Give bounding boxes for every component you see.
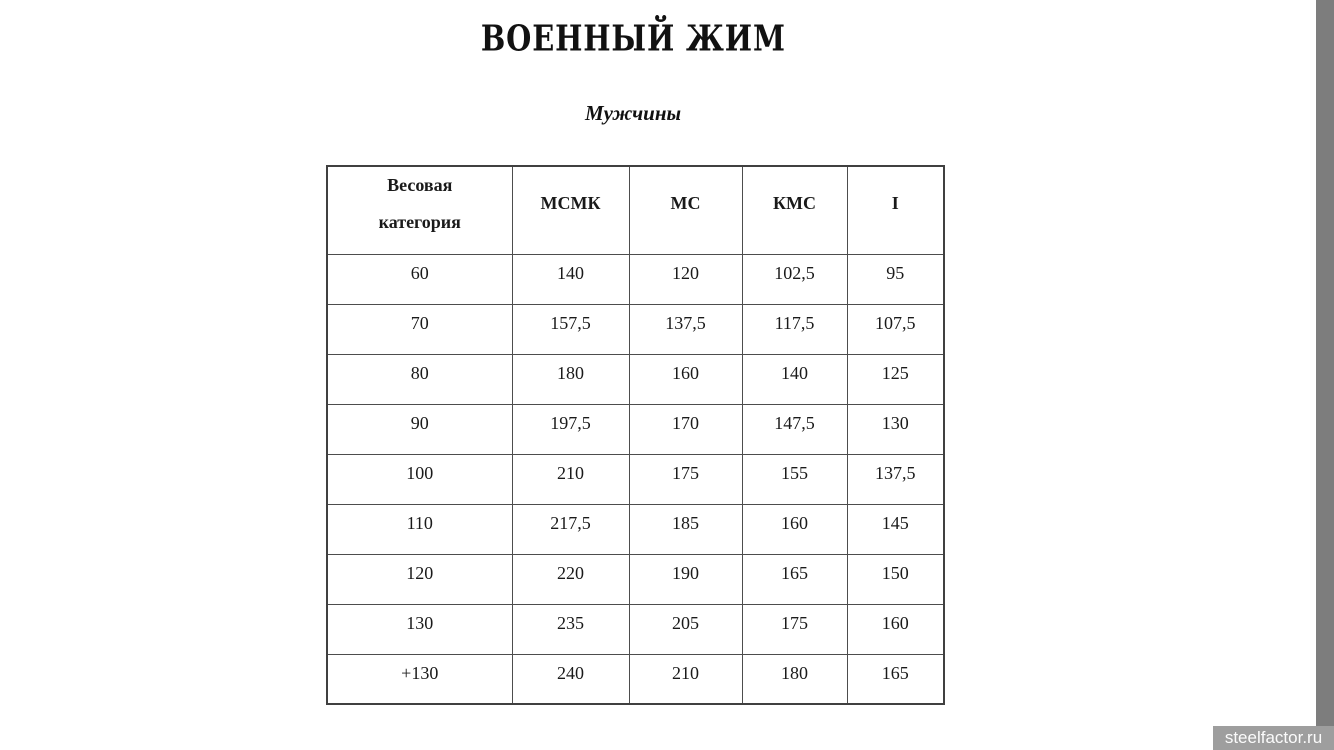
header-msmk: МСМК bbox=[512, 166, 629, 254]
table-cell: 160 bbox=[847, 604, 944, 654]
table-cell: 197,5 bbox=[512, 404, 629, 454]
table-cell: 125 bbox=[847, 354, 944, 404]
table-row bbox=[327, 604, 944, 654]
table-cell: 217,5 bbox=[512, 504, 629, 554]
table-cell: 137,5 bbox=[629, 304, 742, 354]
table-cell: 140 bbox=[742, 354, 847, 404]
table-row bbox=[327, 454, 944, 504]
table-cell: 130 bbox=[847, 404, 944, 454]
table-cell: 155 bbox=[742, 454, 847, 504]
header-class1: I bbox=[847, 166, 944, 254]
table-cell: 145 bbox=[847, 504, 944, 554]
page-subtitle: Мужчины bbox=[584, 101, 682, 125]
header-weight-category bbox=[327, 166, 512, 254]
header-ms: МС bbox=[629, 166, 742, 254]
header-weight-category-line1: Весовая bbox=[387, 174, 453, 195]
table-cell: 130 bbox=[327, 604, 512, 654]
right-edge-bar bbox=[1316, 0, 1334, 750]
table-row bbox=[327, 354, 944, 404]
table-row bbox=[327, 304, 944, 354]
table-cell: 240 bbox=[512, 654, 629, 704]
table-row bbox=[327, 404, 944, 454]
table-cell: 220 bbox=[512, 554, 629, 604]
table-row bbox=[327, 554, 944, 604]
table-row bbox=[327, 504, 944, 554]
table-cell: 60 bbox=[327, 254, 512, 304]
table-cell: 117,5 bbox=[742, 304, 847, 354]
table-cell: 165 bbox=[742, 554, 847, 604]
table-cell: 170 bbox=[629, 404, 742, 454]
header-kms: КМС bbox=[742, 166, 847, 254]
table-cell: 160 bbox=[742, 504, 847, 554]
page-title-text: ВОЕННЫЙ ЖИМ bbox=[480, 18, 786, 61]
table-cell: 165 bbox=[847, 654, 944, 704]
watermark-badge: steelfactor.ru bbox=[1213, 726, 1334, 750]
table-cell: 102,5 bbox=[742, 254, 847, 304]
table-cell: 110 bbox=[327, 504, 512, 554]
table-cell: 80 bbox=[327, 354, 512, 404]
table-cell: 90 bbox=[327, 404, 512, 454]
table-cell: 100 bbox=[327, 454, 512, 504]
table-cell: 95 bbox=[847, 254, 944, 304]
table-cell: 190 bbox=[629, 554, 742, 604]
table-cell: 235 bbox=[512, 604, 629, 654]
table-cell: 205 bbox=[629, 604, 742, 654]
table-cell: 180 bbox=[512, 354, 629, 404]
table-cell: 157,5 bbox=[512, 304, 629, 354]
table-cell: 175 bbox=[742, 604, 847, 654]
table-cell: 210 bbox=[629, 654, 742, 704]
table-row bbox=[327, 654, 944, 704]
table-cell: 120 bbox=[327, 554, 512, 604]
table-cell: 210 bbox=[512, 454, 629, 504]
table-cell: 180 bbox=[742, 654, 847, 704]
table-cell: 175 bbox=[629, 454, 742, 504]
standards-table bbox=[326, 165, 945, 705]
table-cell: 107,5 bbox=[847, 304, 944, 354]
table-cell: 147,5 bbox=[742, 404, 847, 454]
header-weight-category-line2: категория bbox=[378, 211, 461, 232]
table-cell: 160 bbox=[629, 354, 742, 404]
table-row bbox=[327, 254, 944, 304]
table-body bbox=[327, 254, 944, 704]
page-title bbox=[0, 18, 1266, 61]
table-cell: 185 bbox=[629, 504, 742, 554]
table-cell: +130 bbox=[327, 654, 512, 704]
table-header bbox=[327, 166, 944, 254]
table-cell: 137,5 bbox=[847, 454, 944, 504]
table-cell: 150 bbox=[847, 554, 944, 604]
table-header-row bbox=[327, 166, 944, 254]
table-cell: 140 bbox=[512, 254, 629, 304]
table-cell: 70 bbox=[327, 304, 512, 354]
table-cell: 120 bbox=[629, 254, 742, 304]
